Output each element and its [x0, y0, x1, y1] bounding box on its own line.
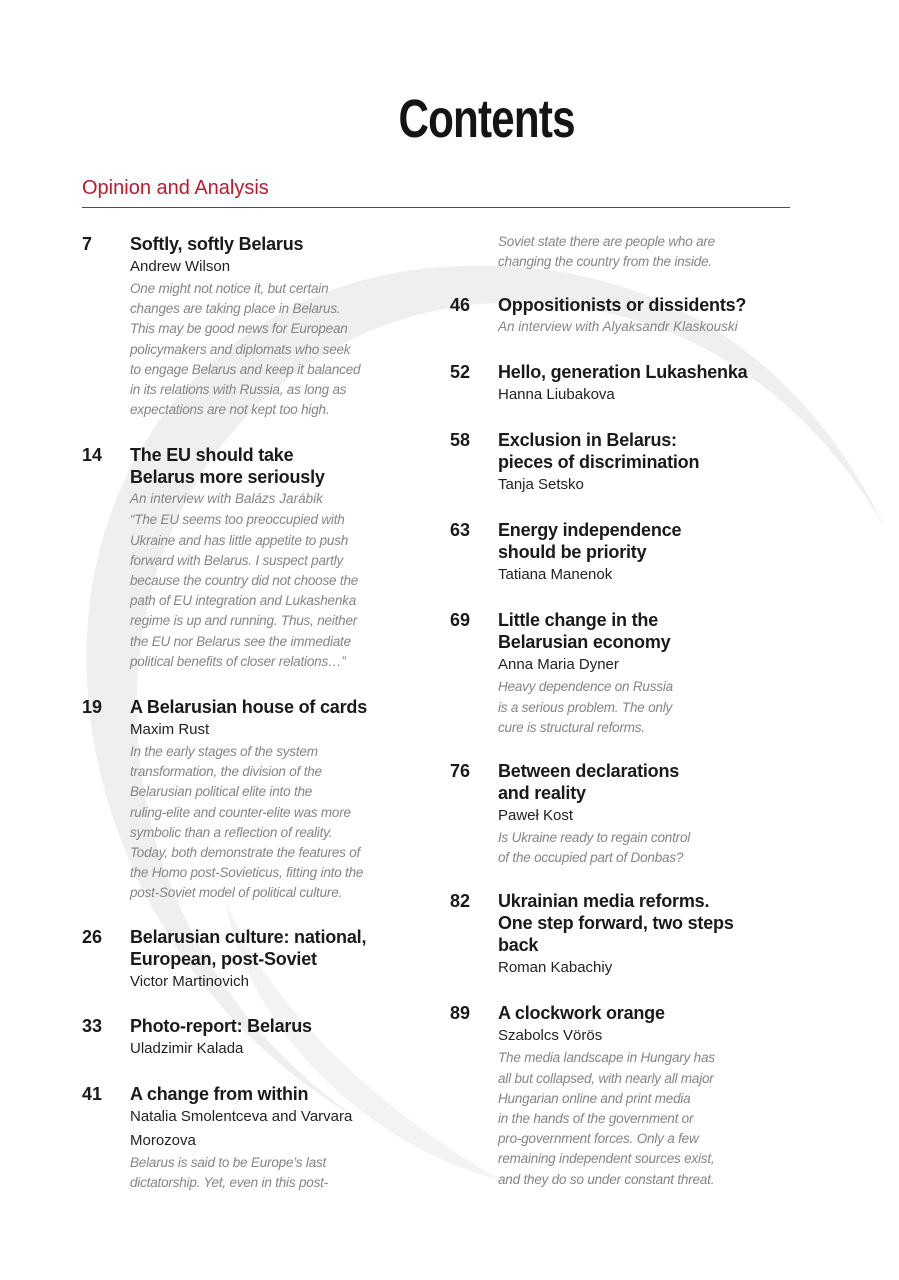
toc-entry[interactable]	[82, 926, 402, 994]
toc-entry[interactable]	[450, 519, 770, 587]
page-number: 33	[82, 1015, 103, 1036]
page-number: 14	[82, 445, 103, 466]
article-description-continued: Soviet state there are people who are changing the country from the inside.	[498, 234, 715, 270]
article-description: One might not notice it, but certain changes are taking place in Belarus. This may be good news for European policymakers and diplomats who seek to engage Belarus and keep it balanced in its relations with Russia, as long as expectations are not kept too high.	[130, 281, 361, 418]
article-title[interactable]: A Belarusian house of cards	[130, 697, 368, 718]
page-title: Contents	[398, 89, 575, 149]
article-description: In the early stages of the system transformation, the division of the Belarusian political elite into the ruling-elite and counter-elite was more symbolic than a reflection of reality. Today, both demonstrate the features of the Homo post-Sovieticus, fitting into the post-Soviet model of political culture.	[130, 744, 364, 901]
article-description: “The EU seems too preoccupied with Ukraine and has little appetite to push forward with Belarus. I suspect partly because the country did not choose the path of EU integration and Lukashenka regime is up and running. Thus, neither the EU nor Belarus see the immediate political benefits of closer relations…”	[130, 512, 359, 669]
article-author: Paweł Kost	[498, 807, 574, 825]
page-number: 58	[450, 430, 471, 451]
toc-entry[interactable]	[450, 609, 770, 738]
article-author: Maxim Rust	[130, 721, 210, 739]
page-number: 41	[82, 1083, 103, 1104]
toc-right-column	[450, 233, 770, 1190]
article-author: Tatiana Manenok	[498, 566, 613, 584]
article-title[interactable]: A clockwork orange	[498, 1003, 665, 1024]
article-author: Roman Kabachiy	[498, 959, 613, 977]
toc-entry[interactable]	[450, 1002, 770, 1189]
article-title[interactable]: Belarusian culture: national, European, post-Soviet	[130, 926, 367, 969]
page-number: 89	[450, 1003, 471, 1024]
article-author: Uladzimir Kalada	[130, 1039, 244, 1057]
toc-entry[interactable]	[450, 429, 770, 497]
toc-entry[interactable]	[450, 361, 770, 407]
article-title[interactable]: Ukrainian media reforms. One step forward, two steps back	[498, 891, 734, 956]
article-description: The media landscape in Hungary has all but collapsed, with nearly all major Hungarian online and print media in the hands of the government or pro-government forces. Only a few remaining independent sources exist, and they do so under constant threat.	[498, 1050, 715, 1187]
article-author: Tanja Setsko	[498, 476, 584, 494]
page-number: 82	[450, 891, 471, 912]
toc-left-column	[82, 233, 402, 1193]
article-author: Szabolcs Vörös	[498, 1027, 603, 1045]
article-author: Hanna Liubakova	[498, 386, 615, 404]
article-author: Natalia Smolentceva and Varvara Morozova	[130, 1107, 353, 1149]
article-description: Is Ukraine ready to regain control of the occupied part of Donbas?	[498, 830, 691, 866]
toc-entry[interactable]	[450, 760, 770, 868]
article-title[interactable]: A change from within	[130, 1083, 309, 1104]
page-number: 26	[82, 926, 103, 947]
toc-entry[interactable]	[82, 1015, 402, 1061]
article-author: Andrew Wilson	[130, 258, 231, 275]
page-number: 7	[82, 234, 93, 254]
article-title[interactable]: The EU should take Belarus more seriously	[130, 445, 325, 488]
page-number: 19	[82, 697, 103, 718]
toc-entry[interactable]	[82, 696, 402, 904]
article-description: Heavy dependence on Russia is a serious problem. The only cure is structural reforms.	[498, 679, 673, 735]
page-number: 63	[450, 520, 471, 541]
toc-entry[interactable]	[450, 294, 770, 338]
article-title[interactable]: Softly, softly Belarus	[130, 234, 304, 254]
article-description: Belarus is said to be Europe’s last dictatorship. Yet, even in this post-	[130, 1154, 328, 1190]
page-number: 69	[450, 610, 471, 631]
page-number: 52	[450, 362, 471, 383]
article-title[interactable]: Energy independence should be priority	[498, 520, 682, 563]
article-title[interactable]: Between declarations and reality	[498, 761, 680, 804]
section-heading: Opinion and Analysis	[82, 177, 269, 199]
article-author: Victor Martinovich	[130, 972, 249, 990]
toc-entry[interactable]	[82, 1083, 402, 1193]
article-title[interactable]: Little change in the Belarusian economy	[498, 610, 671, 653]
toc-entry[interactable]	[82, 233, 402, 420]
article-title[interactable]: Exclusion in Belarus: pieces of discrimination	[498, 430, 700, 473]
section-divider	[82, 207, 790, 208]
article-title[interactable]: Oppositionists or dissidents?	[498, 295, 747, 316]
page-number: 76	[450, 761, 471, 782]
article-title[interactable]: Photo-report: Belarus	[130, 1015, 312, 1036]
article-title[interactable]: Hello, generation Lukashenka	[498, 362, 748, 383]
article-subtitle: An interview with Balázs Jarábik	[130, 491, 323, 507]
page-number: 46	[450, 295, 471, 316]
article-author: Anna Maria Dyner	[498, 656, 619, 674]
toc-entry[interactable]	[82, 444, 402, 672]
toc-entry[interactable]	[450, 890, 770, 980]
article-subtitle: An interview with Alyaksandr Klaskouski	[498, 319, 738, 335]
